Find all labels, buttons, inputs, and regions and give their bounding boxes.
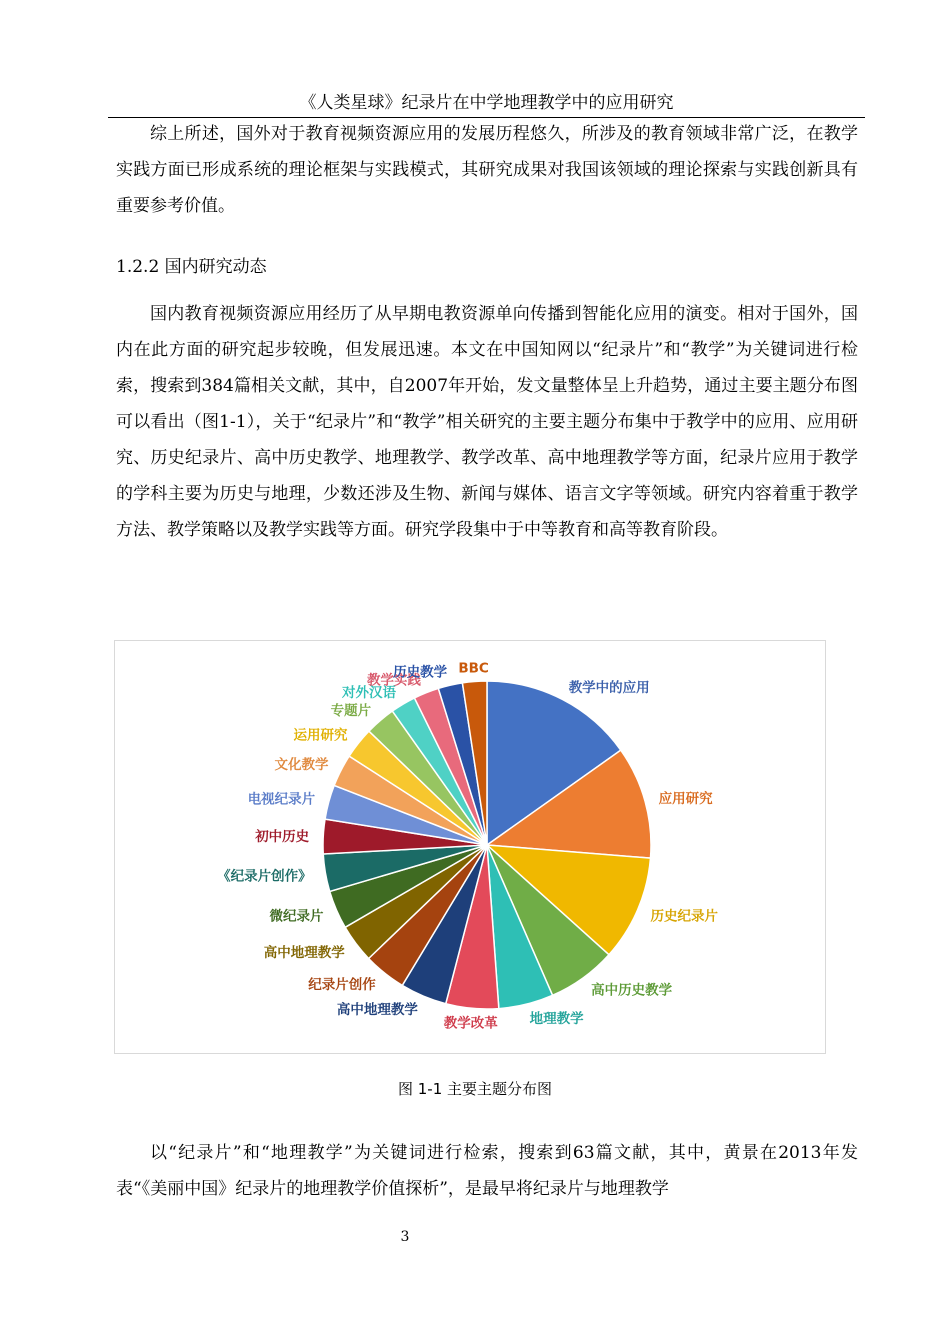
paragraph-domestic-research: 国内教育视频资源应用经历了从早期电教资源单向传播到智能化应用的演变。相对于国外，国内在此方面的研究起步较晚，但发展迅速。本文在中国知网以“纪录片”和“教学”为关键词进行检索，搜索到384篇相关文献，其中，自2007年开始，发文量整体呈上升趋势，通过主要主题分布图可以看出（图1-1），关于“纪录片”和“教学”相关研究的主要主题分布集中于教学中的应用、应用研究、历史纪录片、高中历史教学、地理教学、教学改革、高中地理教学等方面，纪录片应用于教学的学科主要为历史与地理，少数还涉及生物、新闻与媒体、语言文字等领域。研究内容着重于教学方法、教学策略以及教学实践等方面。研究学段集中于中等教育和高等教育阶段。 [116,304,858,540]
pie-slice-label: 运用研究 [293,727,348,744]
pie-slice-label: 地理教学 [529,1010,584,1027]
pie-slice-label: 历史教学 [393,664,448,681]
pie-slice-label: 高中历史教学 [591,982,673,999]
pie-slice-label: 微纪录片 [269,908,324,925]
pie-slice-label: 教学实践 [367,672,421,689]
pie-slice-label: 对外汉语 [342,685,396,701]
pie-chart-figure [114,640,826,1054]
pie-slice-label: 历史纪录片 [650,908,718,925]
pie-slice-label: 教学中的应用 [568,679,650,696]
pie-slice-label: 《纪录片创作》 [217,868,312,885]
paragraph-keyword-search: 以“纪录片”和“地理教学”为关键词进行检索，搜索到63篇文献，其中，黄景在2013年发表“《美丽中国》纪录片的地理教学价值探析”，是最早将纪录片与地理教学 [116,1143,858,1199]
pie-slice-label: 电视纪录片 [247,791,316,808]
pie-slice-label: BBC [458,660,489,677]
page-number: 3 [400,1229,410,1245]
pie-slice-label: 高中地理教学 [263,945,345,961]
running-header: 《人类星球》纪录片在中学地理教学中的应用研究 [299,93,674,113]
section-heading: 1.2.2 国内研究动态 [116,257,267,277]
pie-slice-label: 高中地理教学 [336,1002,418,1018]
paragraph-summary: 综上所述，国外对于教育视频资源应用的发展历程悠久，所涉及的教育领域非常广泛，在教学实践方面已形成系统的理论框架与实践模式，其研究成果对我国该领域的理论探索与实践创新具有重要参考价值。 [116,124,858,216]
figure-caption: 图 1-1 主要主题分布图 [397,1080,553,1098]
pie-slice-label: 初中历史 [255,828,310,845]
pie-slice-label: 纪录片创作 [308,977,376,993]
pie-chart [115,641,825,1053]
pie-slice-label: 文化教学 [274,757,329,773]
pie-slice-label: 教学改革 [443,1015,498,1032]
pie-slice-label: 专题片 [330,702,372,719]
pie-slice-label: 应用研究 [658,790,713,807]
